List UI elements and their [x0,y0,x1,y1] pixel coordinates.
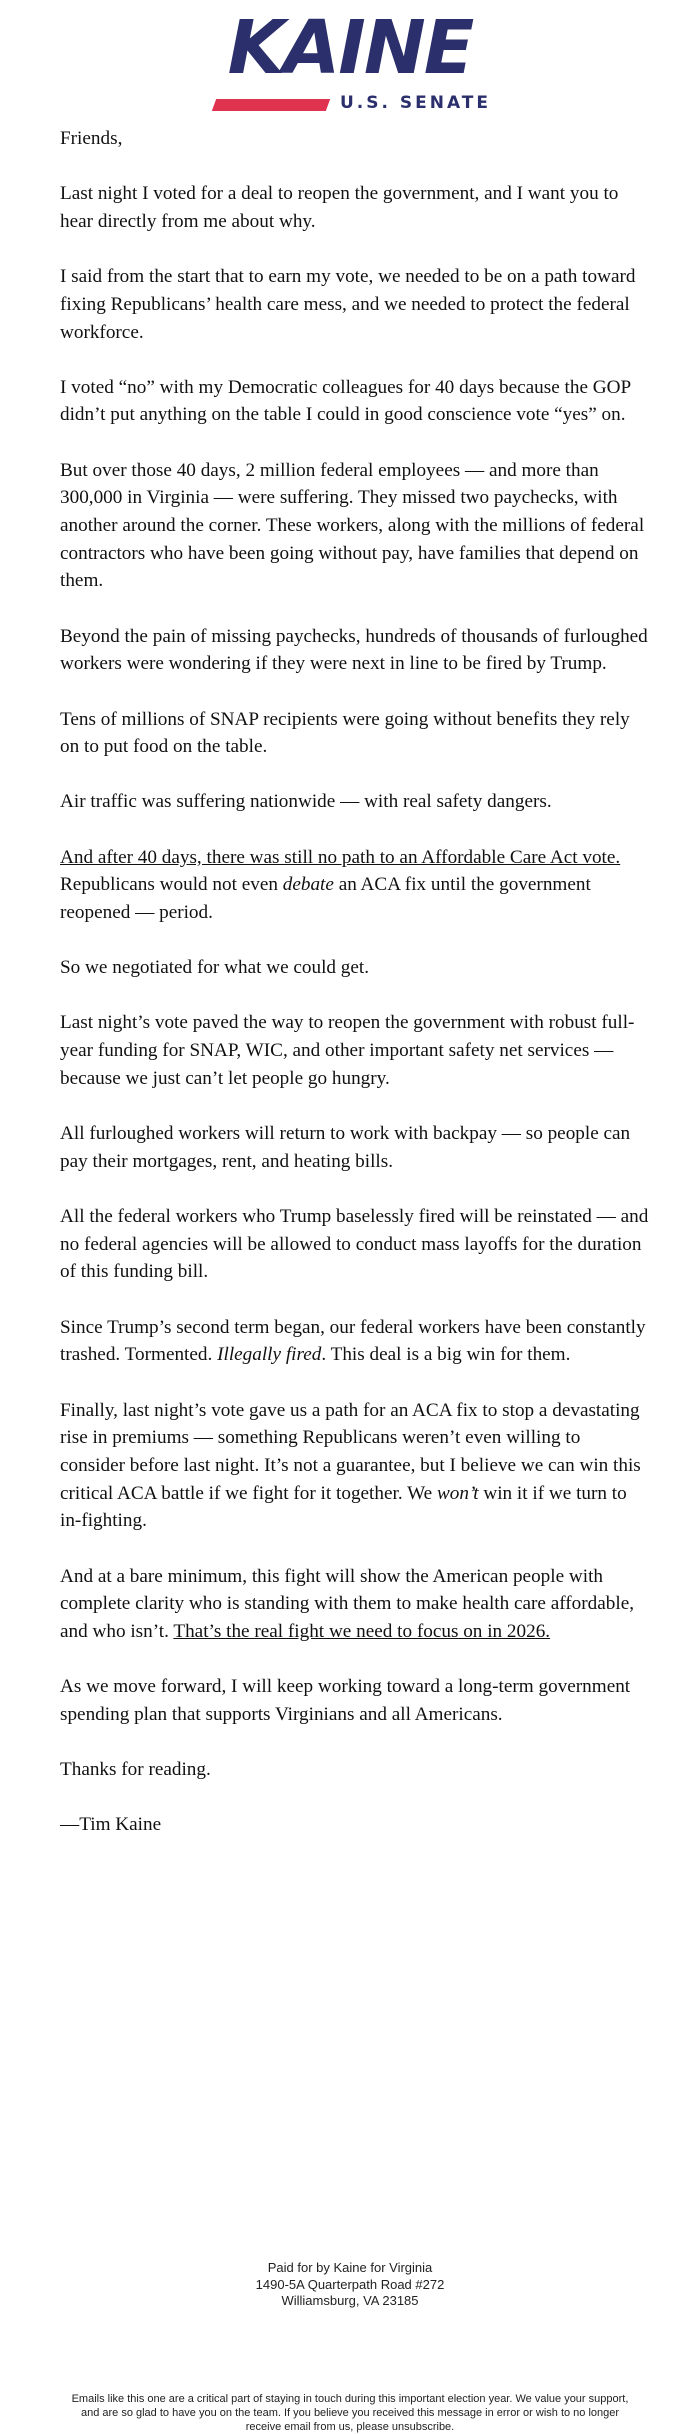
paragraph-14-emphasis: won’t [436,1482,479,1504]
paragraph-5: Beyond the pain of missing paychecks, hundreds of thousands of furloughed workers were wondering if they were next in line to be fired by Trump. [60,625,648,675]
paragraph-1: Last night I voted for a deal to reopen the government, and I want you to hear directly from me about why. [60,183,619,232]
paragraph-8-text-a: Republicans would not even [60,874,283,896]
letter-body [60,125,650,1866]
paid-line-1: Paid for by Kaine for Virginia [267,2260,433,2275]
logo-subtitle: U.S. SENATE [340,93,492,113]
paragraph-11: All furloughed workers will return to work with backpay — so people can pay their mortgages, rent, and heating bills. [60,1123,631,1172]
paragraph-13-text-b: . This deal is a big win for them. [321,1344,571,1366]
paid-for-disclaimer [0,2260,700,2310]
unsubscribe-note[interactable]: Emails like this one are a critical part of staying in touch during this important election year. We value your support, and are so glad to have you on the team. If you believe you received this message in error or wish to no longer receive email from us, please unsubscribe. [71,2393,629,2433]
paragraph-14-text-a: Finally, last night’s vote gave us a path for an ACA fix to stop a devastating rise in premiums — something Republicans weren’t even willing to consider before last night. It’s not a guarantee, but I believe we can win this critical ACA battle if we fight for it together. We [60,1399,641,1504]
signature: —Tim Kaine [60,1814,162,1836]
paragraph-2: I said from the start that to earn my vote, we needed to be on a path toward fixing Republicans’ health care mess, and we needed to protect the federal workforce. [60,266,636,343]
paid-line-3: Williamsburg, VA 23185 [281,2293,419,2308]
paragraph-16: As we move forward, I will keep working toward a long-term government spending plan that supports Virginians and all Americans. [60,1676,631,1725]
logo-red-stripe [212,99,330,111]
paragraph-6: Tens of millions of SNAP recipients were going without benefits they rely on to put food on the table. [60,708,630,758]
paragraph-13-emphasis: Illegally fired [217,1344,322,1366]
greeting: Friends, [60,128,123,149]
paragraph-10: Last night’s vote paved the way to reopen the government with robust full-year funding for SNAP, WIC, and other important safety net services — because we just can’t let people go hungry. [60,1012,635,1089]
paragraph-8-text-b: an ACA fix until the government reopened — period. [60,874,591,924]
paragraph-15-text-a: And at a bare minimum, this fight will show the American people with complete clarity who is standing with them to make health care affordable, and who isn’t. [60,1565,635,1642]
paragraph-14 [60,1397,650,1536]
paragraph-15 [60,1563,650,1646]
paragraph-3: I voted “no” with my Democratic colleagues for 40 days because the GOP didn’t put anything on the table I could in good conscience vote “yes” on. [60,376,631,426]
paragraph-13 [60,1314,650,1369]
aca-vote-link[interactable]: And after 40 days, there was still no path to an Affordable Care Act vote. [60,846,621,868]
paragraph-7: Air traffic was suffering nationwide — with real safety dangers. [60,791,552,813]
paragraph-8-emphasis: debate [282,874,334,896]
logo-wordmark: KAINE [227,5,473,91]
paragraph-17: Thanks for reading. [60,1759,211,1781]
paid-line-2: 1490-5A Quarterpath Road #272 [255,2276,445,2292]
real-fight-link[interactable]: That’s the real fight we need to focus on in 2026. [173,1620,551,1642]
paragraph-14-text-b: win it if we turn to in-fighting. [60,1482,627,1532]
paragraph-4: But over those 40 days, 2 million federal employees — and more than 300,000 in Virginia — were suffering. They missed two paychecks, with another around the corner. These workers, along with the millions of federal contractors who have been going without pay, have families that depend on them. [60,459,645,592]
paragraph-8 [60,844,650,927]
paragraph-12: All the federal workers who Trump baselessly fired will be reinstated — and no federal agencies will be allowed to conduct mass layoffs for the duration of this funding bill. [60,1205,649,1283]
kaine-logo[interactable] [0,0,700,120]
paragraph-13-text-a: Since Trump’s second term began, our federal workers have been constantly trashed. Tormented. [60,1316,646,1366]
paragraph-9: So we negotiated for what we could get. [60,957,370,979]
